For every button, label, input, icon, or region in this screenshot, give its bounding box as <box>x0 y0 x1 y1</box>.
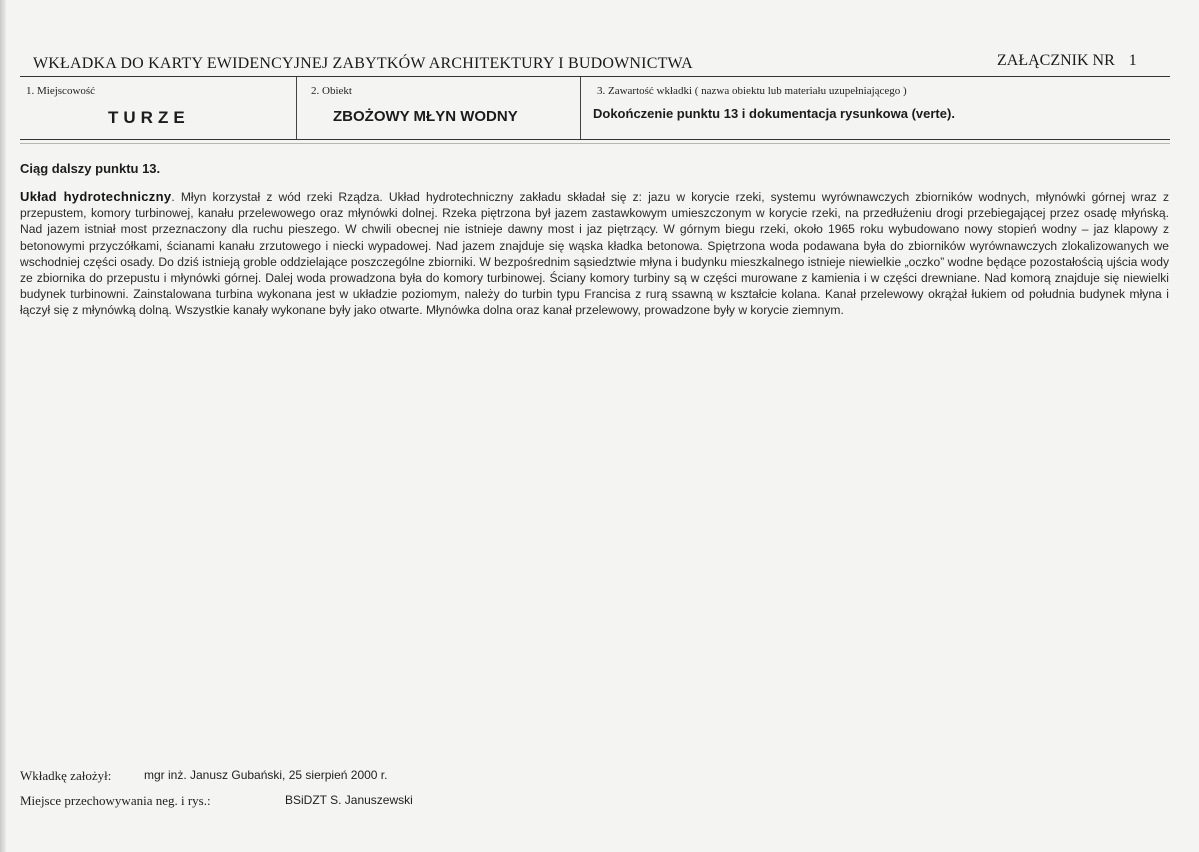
field-divider-2 <box>580 77 581 139</box>
document-title: WKŁADKA DO KARTY EWIDENCYJNEJ ZABYTKÓW ARCHITEKTURY I BUDOWNICTWA <box>33 55 693 72</box>
header-bottom-rule <box>20 139 1170 140</box>
paragraph-text: . Młyn korzystał z wód rzeki Rządza. Układ hydrotechniczny zakładu składał się z: jazu w korycie rzeki, systemu wyrównawczych zbiorników wodnych, młynówki górnej wraz z przepustem, komory turbinowej, kanału przelewowego oraz młynówki dolnej. Rzeka piętrzona był jazem zastawkowym umieszczonym w korycie rzeki, na przedłużeniu drogi przebiegającej przez osadę młyńską. Nad jazem istniał most przeznaczony dla ruchu pieszego. W chwili obecnej nie istnieje dawny most i jaz piętrzący. W górnym biegu rzeki, około 1965 roku wybudowano nowy stopień wodny – jaz klapowy z betonowymi przyczółkami, ścianami kanału zrzutowego i niecki wypadowej. Nad jazem znajduje się wąska kładka betonowa. Spiętrzona woda podawana była do zbiorników wyrównawczych zlokalizowanych we wschodniej części osady. Do dziś istnieją groble oddzielające poszczególne zbiorniki. W bezpośrednim sąsiedztwie młyna i budynku mieszkalnego istnieje niewielkie „oczko” wodne będące pozostałością ujścia wody ze zbiornika do przepustu i młynówki górnej. Dalej woda prowadzona była do komory turbinowej. Ściany komory turbiny są w części murowane z kamienia i w części drewniane. Nad komorą znajduje się niewielki budynek turbinowni. Zainstalowana turbina wykonana jest w układzie poziomym, należy do turbin typu Francisa z rurą ssawną w kształcie kolana. Kanał przelewowy okrążał łukiem od południa budynek młyna i łączył się z młynówką dolną. Wszystkie kanały wykonane były jako otwarte. Młynówka dolna oraz kanał przelewowy, prowadzone były w korycie ziemnym. <box>20 190 1169 318</box>
locality-label: 1. Miejscowość <box>26 85 96 97</box>
founded-value: mgr inż. Janusz Gubański, 25 sierpień 2000 r. <box>144 768 388 782</box>
section-title: Ciąg dalszy punktu 13. <box>20 161 161 176</box>
header-shadow-rule <box>20 143 1170 144</box>
header-top-rule <box>20 76 1170 77</box>
scan-edge-shadow <box>0 0 6 852</box>
annex-label: ZAŁĄCZNIK NR <box>997 52 1115 69</box>
storage-value: BSiDZT S. Januszewski <box>285 793 413 807</box>
body-paragraph <box>20 189 1169 319</box>
object-value: ZBOŻOWY MŁYN WODNY <box>333 108 518 125</box>
storage-row <box>20 793 413 809</box>
locality-value: TURZE <box>108 108 190 127</box>
contents-label: 3. Zawartość wkładki ( nazwa obiektu lub materiału uzupełniającego ) <box>597 85 907 97</box>
field-divider-1 <box>296 77 297 139</box>
contents-value: Dokończenie punktu 13 i dokumentacja rysunkowa (verte). <box>593 106 955 121</box>
founded-row <box>20 768 388 784</box>
annex-number: 1 <box>1128 52 1137 69</box>
annex-heading <box>997 52 1137 70</box>
founded-label: Wkładkę założył: <box>20 768 112 783</box>
storage-label: Miejsce przechowywania neg. i rys.: <box>20 793 211 808</box>
paragraph-lead: Układ hydrotechniczny <box>20 189 172 204</box>
object-label: 2. Obiekt <box>311 85 352 97</box>
